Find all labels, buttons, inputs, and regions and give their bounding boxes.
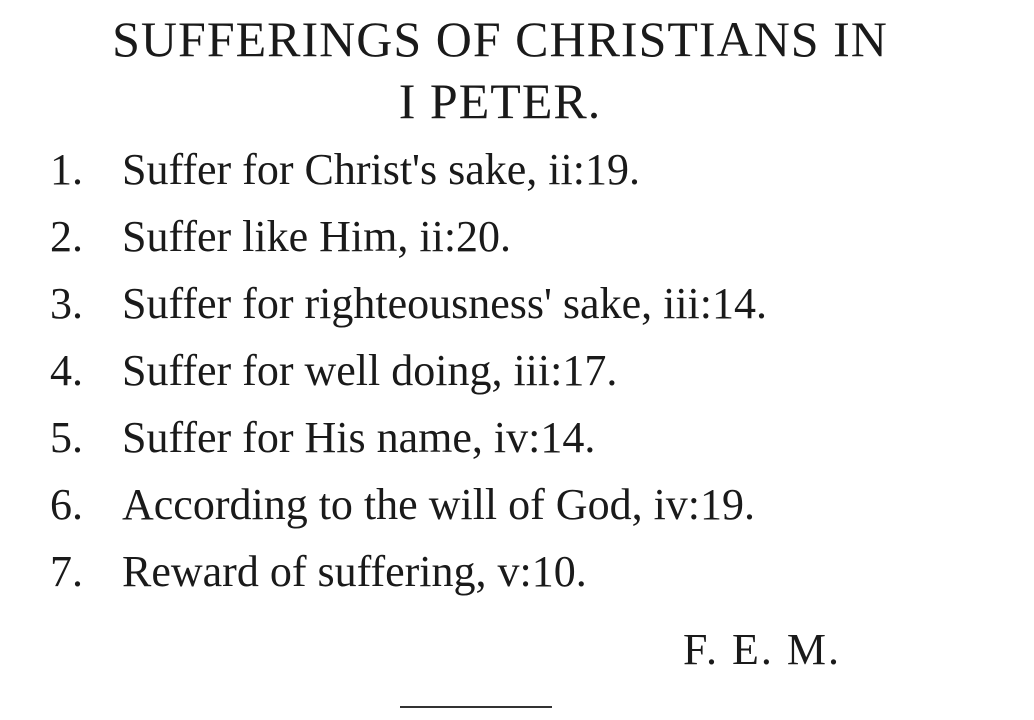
list-item-text: According to the will of God, iv:19. <box>122 480 756 529</box>
list-item-text: Suffer for His name, iv:14. <box>122 413 596 462</box>
author-signature: F. E. M. <box>683 625 841 674</box>
list-item-number: 1. <box>50 145 83 194</box>
section-divider <box>400 706 552 708</box>
page-title-line-2: I PETER. <box>398 73 602 129</box>
page-title-line-1: SUFFERINGS OF CHRISTIANS IN <box>112 11 888 67</box>
list-item <box>40 346 1000 416</box>
list-item-text: Suffer for righteousness' sake, iii:14. <box>122 279 768 328</box>
list-item-number: 5. <box>50 413 83 462</box>
list-item-number: 3. <box>50 279 83 328</box>
list-item-number: 7. <box>50 547 83 596</box>
list-item <box>40 480 1000 550</box>
list-item-number: 2. <box>50 212 83 261</box>
list-item <box>40 145 1000 215</box>
list-item-text: Suffer like Him, ii:20. <box>122 212 512 261</box>
list-item <box>40 413 1000 483</box>
list-item-number: 6. <box>50 480 83 529</box>
list-item-text: Reward of suffering, v:10. <box>122 547 587 596</box>
list-item-text: Suffer for Christ's sake, ii:19. <box>122 145 640 194</box>
sufferings-list <box>40 145 1000 617</box>
list-item-text: Suffer for well doing, iii:17. <box>122 346 618 395</box>
list-item <box>40 279 1000 349</box>
list-item-number: 4. <box>50 346 83 395</box>
list-item <box>40 212 1000 282</box>
list-item <box>40 547 1000 617</box>
